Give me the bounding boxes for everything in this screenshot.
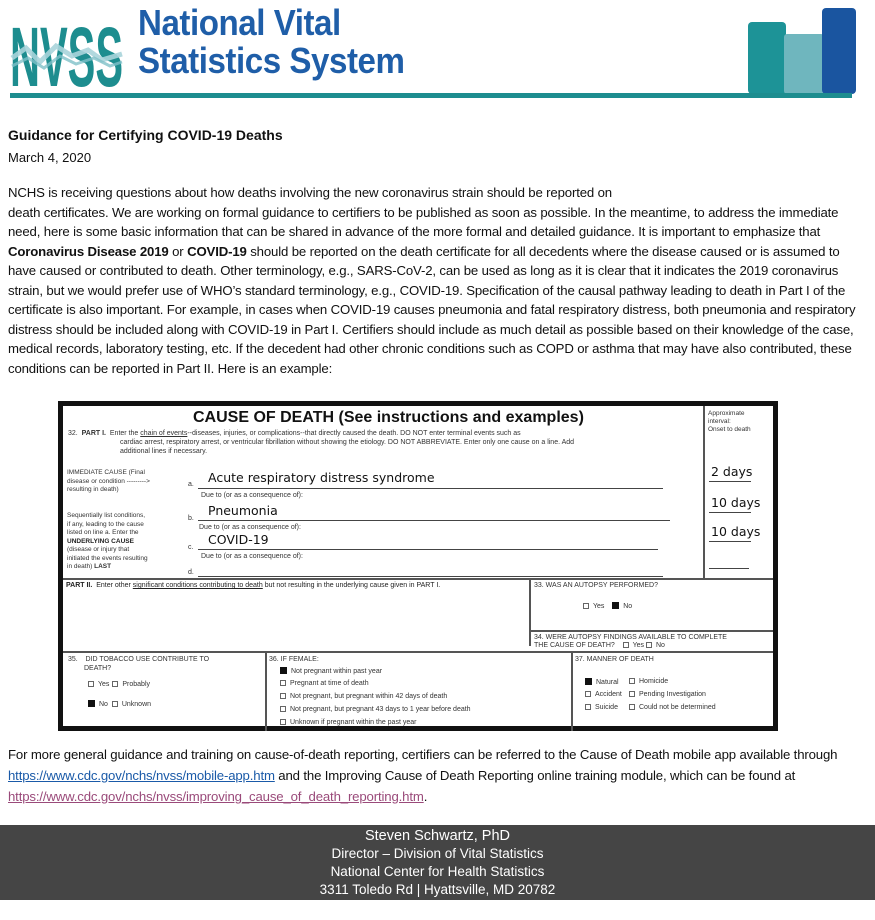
- document-title: Guidance for Certifying COVID-19 Deaths: [8, 127, 283, 143]
- q36-option-1-label: Not pregnant within past year: [291, 668, 383, 675]
- q36-option-3: [280, 693, 447, 700]
- q37-suicide-checkbox[interactable]: [585, 704, 591, 710]
- immediate-label-line-3: resulting in death): [67, 486, 119, 493]
- q33-divider: [529, 578, 531, 646]
- q35-row-2: [88, 700, 151, 708]
- immediate-cause-label: [67, 469, 150, 495]
- logo-text: NVSS: [10, 10, 123, 90]
- q37-homicide-checkbox[interactable]: [629, 678, 635, 684]
- q36-option-4-label: Not pregnant, but pregnant 43 days to 1 year before death: [290, 706, 471, 713]
- q36-option-5-checkbox[interactable]: [280, 719, 286, 725]
- interval-b[interactable]: 10 days: [711, 495, 761, 510]
- sequential-line-1: Sequentially list conditions,: [67, 512, 146, 519]
- q36-option-1: [280, 667, 382, 675]
- footer-org: National Center for Health Statistics: [330, 864, 545, 879]
- q37-undetermined-checkbox[interactable]: [629, 704, 635, 710]
- q33-label: 33. WAS AN AUTOPSY PERFORMED?: [534, 582, 658, 589]
- q35-unknown-label: Unknown: [121, 701, 152, 708]
- underlying-cause-label: [67, 512, 148, 572]
- q37-divider: [571, 651, 573, 731]
- footer-title: Director – Division of Vital Statistics: [331, 846, 544, 861]
- intro-line-1: NCHS is receiving questions about how deaths involving the new coronavirus strain should be reported on: [8, 185, 612, 200]
- q33-no-checkbox[interactable]: [612, 602, 619, 609]
- immediate-label-line-2: disease or condition --------->: [67, 477, 150, 485]
- q35-label: [68, 655, 209, 664]
- part2-instructions: [66, 581, 440, 590]
- q37-accident: [585, 691, 622, 698]
- interval-b-underline: [709, 512, 751, 513]
- due-to-a: Due to (or as a consequence of):: [201, 492, 303, 499]
- q36-option-2: [280, 680, 369, 687]
- brand-title: [138, 4, 404, 80]
- q35-yes-checkbox[interactable]: [88, 681, 94, 687]
- q36-option-1-checkbox[interactable]: [280, 667, 287, 674]
- interval-header-line-1: Approximate: [708, 410, 745, 417]
- intro-paragraph: [8, 183, 868, 378]
- q34-yes-checkbox[interactable]: [623, 642, 629, 648]
- q37-suicide: [585, 704, 618, 711]
- resources-paragraph: [8, 744, 868, 807]
- q36-option-5-label: Unknown if pregnant within the past year: [290, 719, 417, 726]
- q36-option-2-checkbox[interactable]: [280, 680, 286, 686]
- q35-probably-label: Probably: [122, 681, 151, 688]
- interval-divider: [703, 406, 705, 578]
- q37-accident-checkbox[interactable]: [585, 691, 591, 697]
- line-d-underline[interactable]: [198, 576, 663, 577]
- sequential-line-2: if any, leading to the cause: [67, 520, 144, 528]
- interval-a[interactable]: 2 days: [711, 464, 753, 479]
- header-rule: [10, 93, 852, 98]
- q34-label-line-1: 34. WERE AUTOPSY FINDINGS AVAILABLE TO COMPLETE: [534, 634, 727, 641]
- part2-instr-underline: significant conditions contributing to death: [132, 582, 263, 589]
- interval-c-underline: [709, 541, 751, 542]
- part2-instr-a: Enter other: [96, 582, 133, 589]
- q36-divider: [265, 651, 267, 731]
- part2-instr-b: but not resulting in the underlying cause given in PART I.: [262, 582, 441, 589]
- part1-instr-line-2: cardiac arrest, respiratory arrest, or ventricular fibrillation without showing the etiology. DO NOT ABBREVIATE. Enter only one cause on a line. Add: [120, 439, 575, 446]
- q36-option-5: [280, 719, 416, 726]
- interval-header-line-2: interval:: [708, 418, 731, 425]
- underlying-line-1: (disease or injury that: [67, 546, 130, 553]
- q37-pending-label: Pending Investigation: [639, 691, 706, 698]
- underlying-last-a: in death): [67, 563, 95, 570]
- q35-line-1: DID TOBACCO USE CONTRIBUTE TO: [85, 656, 210, 663]
- line-c-letter: c.: [188, 544, 194, 551]
- resources-text-a: For more general guidance and training on cause-of-death reporting, certifiers can be referred to the Cause of Death mobile app available through: [8, 747, 838, 762]
- q35-unknown-checkbox[interactable]: [112, 701, 118, 707]
- q37-undetermined-label: Could not be determined: [639, 704, 716, 711]
- q34-no-checkbox[interactable]: [646, 642, 652, 648]
- q35-no-checkbox[interactable]: [88, 700, 95, 707]
- q35-probably-checkbox[interactable]: [112, 681, 118, 687]
- interval-header: [708, 410, 751, 434]
- sequential-line-3: listed on line a. Enter the: [67, 529, 139, 536]
- q34-label-line-2: THE CAUSE OF DEATH?: [534, 642, 615, 649]
- q37-natural: [585, 678, 619, 686]
- interval-c[interactable]: 10 days: [711, 524, 761, 539]
- q33-yes-label: Yes: [593, 603, 605, 610]
- q36-option-4-checkbox[interactable]: [280, 706, 286, 712]
- bottom-divider: [63, 651, 773, 653]
- resources-text-b: and the Improving Cause of Death Reporting online training module, which can be found at: [274, 768, 796, 783]
- q35-line-2: DEATH?: [84, 665, 112, 672]
- immediate-label-line-1: IMMEDIATE CAUSE (Final: [67, 469, 145, 476]
- line-a-underline: [198, 488, 663, 489]
- part2-divider: [63, 578, 773, 580]
- footer-address: 3311 Toledo Rd | Hyattsville, MD 20782: [319, 882, 556, 897]
- line-c-underline: [198, 549, 658, 550]
- q34-line-2: [534, 642, 665, 649]
- q36-option-3-checkbox[interactable]: [280, 693, 286, 699]
- part1-instr-underline: chain of events: [140, 430, 188, 437]
- q37-pending-checkbox[interactable]: [629, 691, 635, 697]
- q36-option-4: [280, 706, 471, 713]
- q35-row-1: [88, 681, 150, 688]
- q36-label: 36. IF FEMALE:: [269, 656, 319, 663]
- brand-line-1: National Vital: [138, 2, 341, 43]
- part1-instructions: [68, 429, 521, 438]
- part1-number: 32.: [68, 430, 78, 437]
- q37-natural-label: Natural: [596, 679, 619, 686]
- cause-line-b[interactable]: Pneumonia: [208, 503, 278, 518]
- q37-accident-label: Accident: [595, 691, 622, 698]
- intro-text-b: should be reported on the death certificate for all decedents where the disease caused or is assumed to have caused or contributed to death. Other terminology, e.g., SARS-CoV-2, can be used as long as it is clear that it indicates the 2019 coronavirus strain, but we would prefer use of WHO’s standard terminology, e.g., COVID-19. Specification of the causal pathway leading to death in Part I of the certificate is also important. For example, in cases when COVID-19 causes pneumonia and fatal respiratory distress, both pneumonia and respiratory distress should be included along with COVID-19 in Part I. Certifiers should include as much detail as possible based on their knowledge of the case, medical records, laboratory testing, etc. If the decedent had other chronic conditions such as COPD or asthma that may have also contributed, these conditions can be reported in Part II. Here is an example:: [8, 243, 856, 376]
- part1-instr-b: --diseases, injuries, or complications--that directly caused the death. DO NOT enter terminal events such as: [187, 430, 521, 437]
- nvss-logo-icon: [10, 6, 125, 90]
- line-d-letter: d.: [188, 569, 194, 576]
- form-title: CAUSE OF DEATH (See instructions and examples): [193, 409, 584, 426]
- cause-line-c[interactable]: COVID-19: [208, 532, 269, 547]
- underlying-label: UNDERLYING CAUSE: [67, 537, 134, 545]
- resources-text-c: .: [423, 789, 428, 804]
- footer-name: Steven Schwartz, PhD: [364, 828, 511, 844]
- part1-label: PART I.: [81, 430, 106, 437]
- q34-divider: [529, 630, 773, 632]
- q33-options: [583, 602, 632, 610]
- q34-yes-label: Yes: [632, 642, 644, 649]
- q37-undetermined: [629, 704, 716, 711]
- interval-header-line-3: Onset to death: [708, 426, 751, 433]
- line-b-underline: [198, 520, 670, 521]
- intro-bold-2: COVID-19: [187, 243, 247, 259]
- document-date: March 4, 2020: [8, 150, 92, 165]
- line-b-letter: b.: [188, 515, 194, 522]
- q37-pending: [629, 691, 706, 698]
- intro-bold-1: Coronavirus Disease 2019: [8, 243, 169, 259]
- underlying-last-b: LAST: [94, 563, 112, 570]
- q36-option-2-label: Pregnant at time of death: [290, 680, 369, 687]
- q35-no-label: No: [99, 701, 108, 708]
- interval-a-underline: [709, 481, 751, 482]
- q37-homicide-label: Homicide: [639, 678, 669, 685]
- intro-or: or: [168, 243, 188, 259]
- q36-option-3-label: Not pregnant, but pregnant within 42 days of death: [290, 693, 448, 700]
- q35-yes-label: Yes: [98, 681, 110, 688]
- underlying-line-2: initiated the events resulting: [67, 554, 148, 562]
- brand-line-2: Statistics System: [138, 40, 405, 81]
- part2-label: PART II.: [66, 582, 93, 589]
- line-a-letter: a.: [188, 481, 194, 488]
- q33-yes-checkbox[interactable]: [583, 603, 589, 609]
- q35-number: 35.: [68, 656, 78, 663]
- signature-footer: [0, 825, 875, 900]
- bar-chart-icon: [744, 6, 856, 94]
- part1-instr-line-3: additional lines if necessary.: [120, 448, 208, 455]
- interval-d-underline[interactable]: [709, 568, 749, 569]
- part1-instr-a: Enter the: [109, 430, 141, 437]
- due-to-b: Due to (or as a consequence of):: [199, 524, 301, 531]
- training-module-link[interactable]: https://www.cdc.gov/nchs/nvss/improving_cause_of_death_reporting.htm: [8, 789, 424, 804]
- due-to-c: Due to (or as a consequence of):: [201, 553, 303, 560]
- page-header: [0, 0, 875, 105]
- q37-homicide: [629, 678, 668, 685]
- mobile-app-link[interactable]: https://www.cdc.gov/nchs/nvss/mobile-app.htm: [8, 768, 275, 783]
- cause-of-death-form: [58, 401, 778, 731]
- q34-no-label: No: [655, 642, 665, 649]
- q33-no-label: No: [623, 603, 633, 610]
- q37-suicide-label: Suicide: [595, 704, 618, 711]
- q37-label: 37. MANNER OF DEATH: [575, 656, 654, 663]
- cause-line-a[interactable]: Acute respiratory distress syndrome: [208, 470, 435, 485]
- q37-natural-checkbox[interactable]: [585, 678, 592, 685]
- intro-text-a: death certificates. We are working on formal guidance to certifiers to be published as soon as possible. In the meantime, to address the immediate need, here is some basic information that can be shared in advance of the more formal and detailed guidance. It is important to emphasize that: [8, 204, 839, 239]
